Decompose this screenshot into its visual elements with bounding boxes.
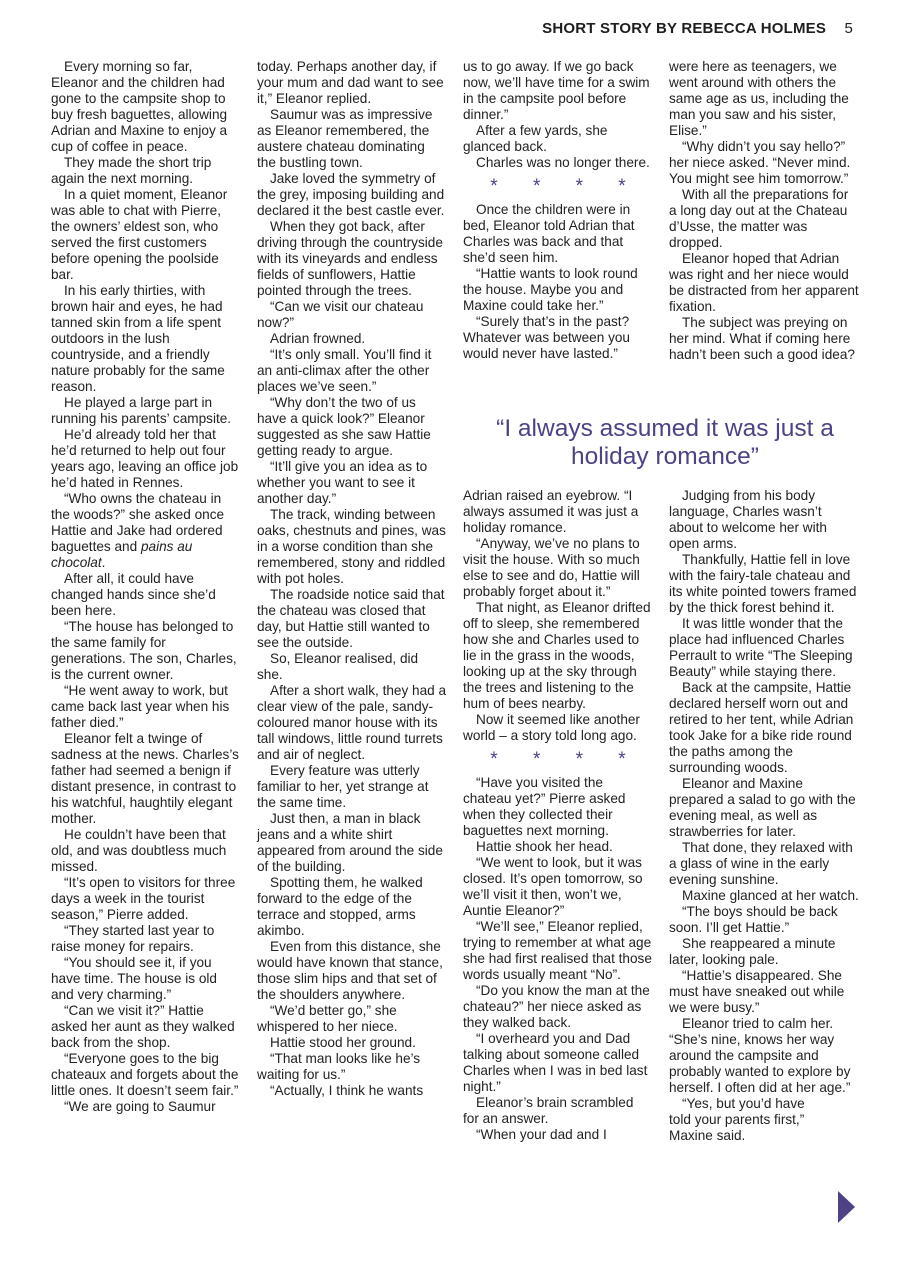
paragraph: “Why don’t the two of us have a quick look?” Eleanor suggested as she saw Hattie getting ready to argue.	[257, 395, 431, 458]
paragraph: After all, it could have changed hands since she’d been here.	[51, 571, 216, 618]
paragraph: In his early thirties, with brown hair and eyes, he had tanned skin from a life spent outdoors in the lush countryside, and a friendly nature probably for the same reason.	[51, 283, 225, 394]
pull-quote: “I always assumed it was just a holiday romance”	[496, 415, 834, 470]
paragraph: Adrian raised an eyebrow. “I always assumed it was just a holiday romance.	[463, 488, 639, 535]
story-byline: SHORT STORY BY REBECCA HOLMES	[542, 20, 827, 37]
paragraph: With all the preparations for a long day out at the Chateau d’Usse, the matter was dropped.	[669, 187, 849, 250]
paragraph: “It’ll give you an idea as to whether you want to see it another day.”	[257, 459, 428, 506]
paragraph: Every feature was utterly familiar to her, yet strange at the same time.	[257, 763, 429, 810]
paragraph: After a short walk, they had a clear view of the pale, sandy-coloured manor house with its tall windows, little round turrets and air of neglect.	[257, 683, 447, 762]
paragraph: were here as teenagers, we went around with others the same age as us, including the man you saw and his sister, Elise.”	[669, 59, 849, 138]
paragraph: When they got back, after driving through the countryside with its vineyards and endless fields of sunflowers, Hattie pointed through the trees.	[257, 219, 443, 298]
paragraph: “Surely that’s in the past? Whatever was between you would never have lasted.”	[463, 314, 630, 361]
paragraph: “That man looks like he’s waiting for us.”	[257, 1051, 421, 1082]
paragraph: “Who owns the chateau in the woods?” she asked once Hattie and Jake had ordered baguettes and pains au chocolat.	[51, 491, 225, 570]
column-1	[51, 59, 241, 1115]
paragraph: He couldn’t have been that old, and was doubtless much missed.	[51, 827, 227, 874]
paragraph: Just then, a man in black jeans and a white shirt appeared from around the side of the building.	[257, 811, 443, 874]
paragraph: Even from this distance, she would have known that stance, those slim hips and that set of the shoulders anywhere.	[257, 939, 443, 1002]
paragraph: Adrian frowned.	[270, 331, 366, 346]
paragraph: “Hattie wants to look round the house. Maybe you and Maxine could take her.”	[463, 266, 638, 313]
paragraph: “Have you visited the chateau yet?” Pierre asked when they collected their baguettes next morning.	[463, 775, 626, 838]
paragraph: In a quiet moment, Eleanor was able to chat with Pierre, the owners’ eldest son, who served the first customers before opening the poolside bar.	[51, 187, 228, 282]
paragraph: Hattie stood her ground.	[270, 1035, 416, 1050]
column-3-bottom	[463, 488, 653, 1143]
paragraph: He played a large part in running his parents’ campsite.	[51, 395, 232, 426]
paragraph: Saumur was as impressive as Eleanor remembered, the austere chateau dominating the bustling town.	[257, 107, 433, 170]
paragraph: “Hattie’s disappeared. She must have sneaked out while we were busy.”	[669, 968, 845, 1015]
column-4-bottom	[669, 488, 859, 1144]
paragraph: It was little wonder that the place had influenced Charles Perrault to write “The Sleeping Beauty” while staying there.	[669, 616, 853, 679]
paragraph: Thankfully, Hattie fell in love with the fairy-tale chateau and its white pointed towers framed by the thick forest behind it.	[669, 552, 857, 615]
paragraph: Judging from his body language, Charles wasn’t about to welcome her with open arms.	[669, 488, 827, 551]
paragraph: She reappeared a minute later, looking pale.	[669, 936, 836, 967]
paragraph: They made the short trip again the next morning.	[51, 155, 212, 186]
paragraph: Eleanor and Maxine prepared a salad to go with the evening meal, as well as strawberries for later.	[669, 776, 856, 839]
paragraph: “Why didn’t you say hello?” her niece asked. “Never mind. You might see him tomorrow.”	[669, 139, 851, 186]
paragraph: The track, winding between oaks, chestnuts and pines, was in a worse condition than she remembered, stony and riddled with pot holes.	[257, 507, 446, 586]
paragraph: Once the children were in bed, Eleanor told Adrian that Charles was back and that she’d seen him.	[463, 202, 635, 265]
paragraph: “It’s open to visitors for three days a week in the tourist season,” Pierre added.	[51, 875, 236, 922]
paragraph: “They started last year to raise money for repairs.	[51, 923, 215, 954]
paragraph: “Do you know the man at the chateau?” her niece asked as they walked back.	[463, 983, 650, 1030]
italic-phrase: pains au chocolat	[51, 539, 193, 570]
paragraph: Maxine glanced at her watch.	[682, 888, 859, 903]
paragraph: Hattie shook her head.	[476, 839, 613, 854]
paragraph: “We went to look, but it was closed. It’s open tomorrow, so we’ll visit it then, won’t we, Auntie Eleanor?”	[463, 855, 643, 918]
paragraph: After a few yards, she glanced back.	[463, 123, 608, 154]
paragraph: That done, they relaxed with a glass of wine in the early evening sunshine.	[669, 840, 853, 887]
paragraph: The subject was preying on her mind. What if coming here hadn’t been such a good idea?	[669, 315, 855, 362]
paragraph: He’d already told her that he’d returned to help out four years ago, leaving an office job he’d hated in Rennes.	[51, 427, 239, 490]
section-break-stars: * * * *	[490, 176, 641, 197]
paragraph: “Actually, I think he wants	[270, 1083, 424, 1098]
paragraph: So, Eleanor realised, did she.	[257, 651, 419, 682]
paragraph: Charles was no longer there.	[476, 155, 650, 170]
paragraph: “Can we visit our chateau now?”	[257, 299, 424, 330]
paragraph: Every morning so far, Eleanor and the children had gone to the campsite shop to buy fresh baguettes, allowing Adrian and Maxine to enjoy a cup of coffee in peace.	[51, 59, 228, 154]
paragraph: “You should see it, if you have time. The house is old and very charming.”	[51, 955, 217, 1002]
section-break-stars: * * * *	[490, 749, 641, 770]
paragraph: “When your dad and I	[476, 1127, 607, 1142]
continue-arrow-icon	[838, 1191, 855, 1223]
paragraph: “Can we visit it?” Hattie asked her aunt as they walked back from the shop.	[51, 1003, 235, 1050]
column-4-top	[669, 59, 859, 363]
paragraph: Eleanor hoped that Adrian was right and her niece would be distracted from her apparent fixation.	[669, 251, 859, 314]
paragraph: “I overheard you and Dad talking about someone called Charles when I was in bed last night.”	[463, 1031, 648, 1094]
paragraph: “The house has belonged to the same family for generations. The son, Charles, is the current owner.	[51, 619, 237, 682]
column-2	[257, 59, 447, 1099]
paragraph: Jake loved the symmetry of the grey, imposing building and declared it the best castle ever.	[257, 171, 445, 218]
paragraph: “Anyway, we’ve no plans to visit the house. With so much else to see and do, Hattie will probably forget about it.”	[463, 536, 640, 599]
paragraph: Back at the campsite, Hattie declared herself worn out and retired to her tent, while Adrian took Jake for a bike ride round the paths among the surrounding woods.	[669, 680, 854, 775]
column-3-top	[463, 59, 653, 362]
paragraph: Now it seemed like another world – a story told long ago.	[463, 712, 640, 743]
paragraph: “He went away to work, but came back last year when his father died.”	[51, 683, 230, 730]
paragraph: us to go away. If we go back now, we’ll have time for a swim in the campsite pool before dinner.”	[463, 59, 650, 122]
paragraph: Eleanor’s brain scrambled for an answer.	[463, 1095, 634, 1126]
paragraph: That night, as Eleanor drifted off to sleep, she remembered how she and Charles used to lie in the grass in the woods, looking up at the sky through the trees and listening to the hum of bees nearby.	[463, 600, 651, 711]
page-number: 5	[844, 20, 853, 37]
paragraph: today. Perhaps another day, if your mum and dad want to see it,” Eleanor replied.	[257, 59, 444, 106]
paragraph: Eleanor felt a twinge of sadness at the news. Charles’s father had seemed a benign if distant presence, in contrast to his watchful, haughtily elegant mother.	[51, 731, 239, 826]
paragraph: The roadside notice said that the chateau was closed that day, but Hattie still wanted to see the outside.	[257, 587, 445, 650]
paragraph: “It’s only small. You’ll find it an anti-climax after the other places we’ve seen.”	[257, 347, 432, 394]
paragraph: “We are going to Saumur	[64, 1099, 216, 1114]
paragraph: “We’ll see,” Eleanor replied, trying to remember at what age she had first realised that those words usually meant “No”.	[463, 919, 652, 982]
page-header	[542, 20, 853, 37]
paragraph: “Yes, but you’d have told your parents first,” Maxine said.	[669, 1096, 805, 1143]
paragraph: “The boys should be back soon. I’ll get Hattie.”	[669, 904, 838, 935]
paragraph-text: “Who owns the chateau in the woods?” she asked once Hattie and Jake had ordered baguettes and	[51, 491, 225, 554]
paragraph: “We’d better go,” she whispered to her niece.	[257, 1003, 398, 1034]
paragraph: Eleanor tried to calm her. “She’s nine, knows her way around the campsite and probably wanted to explore by herself. I often did at her age.”	[669, 1016, 851, 1095]
paragraph: Spotting them, he walked forward to the edge of the terrace and stopped, arms akimbo.	[257, 875, 423, 938]
paragraph: “Everyone goes to the big chateaux and forgets about the little ones. It doesn’t seem fair.”	[51, 1051, 239, 1098]
